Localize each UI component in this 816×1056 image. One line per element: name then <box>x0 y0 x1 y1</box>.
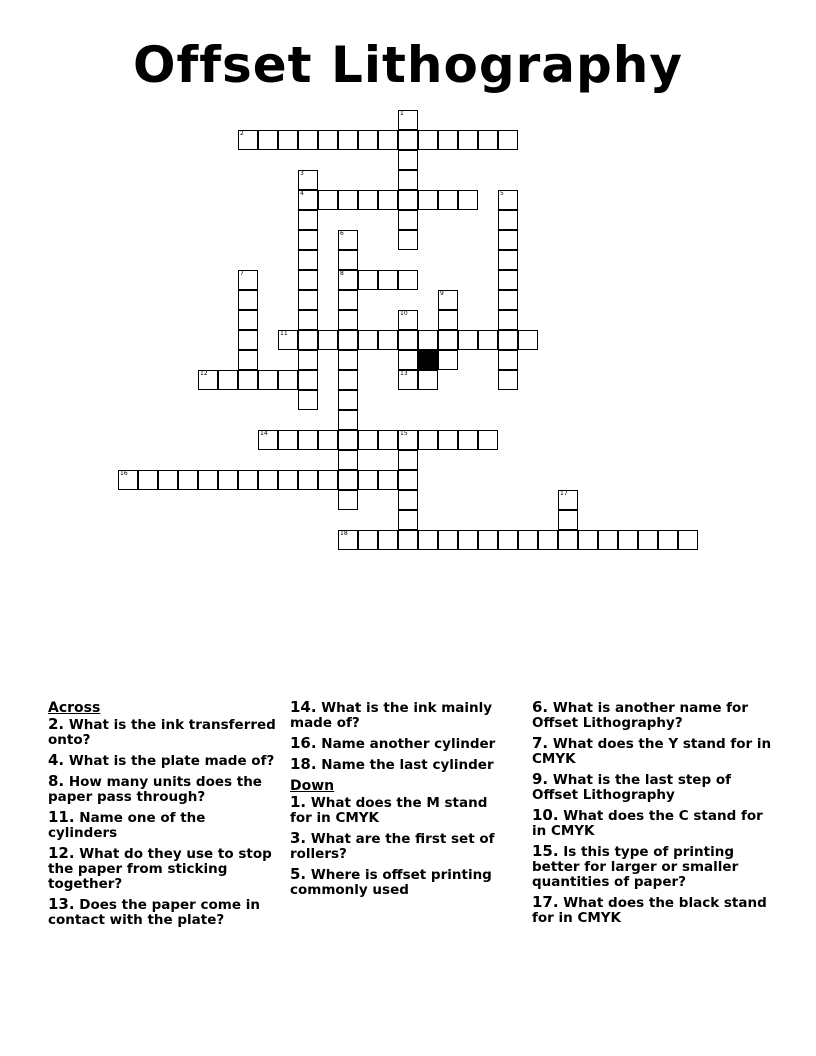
clue-number: 1 <box>400 110 404 117</box>
grid-cell[interactable] <box>338 410 358 430</box>
across-clue <box>290 700 505 731</box>
across-clue <box>290 736 505 752</box>
across-clue <box>48 753 278 769</box>
grid-cell[interactable] <box>298 230 318 250</box>
grid-cell[interactable] <box>498 530 518 550</box>
grid-cell[interactable] <box>598 530 618 550</box>
clue-number-label: 12. <box>48 844 75 862</box>
grid-cell[interactable] <box>298 370 318 390</box>
grid-cell[interactable] <box>338 330 358 350</box>
grid-cell[interactable] <box>338 290 358 310</box>
across-clue <box>48 897 278 928</box>
clue-number: 18 <box>340 530 348 537</box>
grid-cell[interactable] <box>398 350 418 370</box>
grid-cell[interactable] <box>238 270 258 290</box>
clue-number: 7 <box>240 270 244 277</box>
grid-cell[interactable] <box>238 370 258 390</box>
grid-cell[interactable] <box>258 430 278 450</box>
clue-number: 3 <box>300 170 304 177</box>
clue-number: 2 <box>240 130 244 137</box>
across-clue <box>48 774 278 805</box>
grid-cell[interactable] <box>298 250 318 270</box>
grid-cell[interactable] <box>638 530 658 550</box>
grid-cell[interactable] <box>218 470 238 490</box>
grid-cell[interactable] <box>338 130 358 150</box>
grid-cell[interactable] <box>478 130 498 150</box>
grid-cell[interactable] <box>338 390 358 410</box>
down-clue <box>532 895 772 926</box>
grid-cell[interactable] <box>518 330 538 350</box>
grid-cell[interactable] <box>238 350 258 370</box>
clue-text: What does the M stand for in CMYK <box>290 795 488 826</box>
grid-cell[interactable] <box>398 150 418 170</box>
grid-cell[interactable] <box>258 470 278 490</box>
clue-number: 4 <box>300 190 304 197</box>
grid-cell[interactable] <box>538 530 558 550</box>
across-clue <box>48 846 278 892</box>
clue-column-1 <box>48 700 278 933</box>
clue-heading: Across <box>48 700 101 716</box>
grid-cell[interactable] <box>398 470 418 490</box>
grid-cell[interactable] <box>418 330 438 350</box>
grid-cell[interactable] <box>378 430 398 450</box>
grid-cell[interactable] <box>438 350 458 370</box>
grid-cell[interactable] <box>338 310 358 330</box>
grid-cell[interactable] <box>338 490 358 510</box>
down-clue <box>290 867 505 898</box>
grid-cell[interactable] <box>298 170 318 190</box>
grid-cell[interactable] <box>418 370 438 390</box>
grid-cell[interactable] <box>338 530 358 550</box>
grid-cell[interactable] <box>198 470 218 490</box>
grid-cell[interactable] <box>418 530 438 550</box>
grid-cell[interactable] <box>278 130 298 150</box>
clue-number: 5 <box>500 190 504 197</box>
across-clue <box>48 717 278 748</box>
grid-cell[interactable] <box>418 130 438 150</box>
grid-cell[interactable] <box>498 190 518 210</box>
grid-cell[interactable] <box>378 130 398 150</box>
grid-cell[interactable] <box>498 350 518 370</box>
down-clue <box>290 831 505 862</box>
grid-cell[interactable] <box>318 130 338 150</box>
clue-number-label: 18. <box>290 755 317 773</box>
grid-cell[interactable] <box>398 490 418 510</box>
grid-cell[interactable] <box>478 430 498 450</box>
grid-cell[interactable] <box>558 530 578 550</box>
grid-cell[interactable] <box>238 130 258 150</box>
grid-cell[interactable] <box>498 230 518 250</box>
grid-cell[interactable] <box>198 370 218 390</box>
clue-column-2 <box>290 700 505 903</box>
clue-text: Where is offset printing commonly used <box>290 867 492 898</box>
grid-cell[interactable] <box>138 470 158 490</box>
grid-cell[interactable] <box>498 130 518 150</box>
down-clue <box>532 700 772 731</box>
grid-cell[interactable] <box>678 530 698 550</box>
grid-cell[interactable] <box>338 250 358 270</box>
grid-cell[interactable] <box>298 310 318 330</box>
clue-number-label: 14. <box>290 698 317 716</box>
grid-cell[interactable] <box>398 270 418 290</box>
clue-text: What is the ink transferred onto? <box>48 717 276 748</box>
grid-cell[interactable] <box>418 430 438 450</box>
grid-cell[interactable] <box>318 430 338 450</box>
grid-cell[interactable] <box>498 290 518 310</box>
grid-cell[interactable] <box>218 370 238 390</box>
grid-cell[interactable] <box>398 430 418 450</box>
grid-cell[interactable] <box>358 330 378 350</box>
grid-cell[interactable] <box>558 510 578 530</box>
grid-cell[interactable] <box>258 130 278 150</box>
grid-cell[interactable] <box>438 130 458 150</box>
grid-cell[interactable] <box>298 390 318 410</box>
grid-cell[interactable] <box>398 330 418 350</box>
grid-cell[interactable] <box>458 530 478 550</box>
grid-cell[interactable] <box>438 330 458 350</box>
grid-cell[interactable] <box>558 490 578 510</box>
clue-text: Is this type of printing better for larger or smaller quantities of paper? <box>532 844 739 890</box>
grid-cell[interactable] <box>398 530 418 550</box>
black-cell <box>418 350 438 370</box>
grid-cell[interactable] <box>398 130 418 150</box>
clue-text: What are the first set of rollers? <box>290 831 495 862</box>
grid-cell[interactable] <box>398 450 418 470</box>
grid-cell[interactable] <box>298 130 318 150</box>
clue-text: What is another name for Offset Lithography? <box>532 700 748 731</box>
grid-cell[interactable] <box>298 470 318 490</box>
clue-text: What does the Y stand for in CMYK <box>532 736 772 767</box>
clue-number-label: 4. <box>48 751 65 769</box>
down-clue <box>290 795 505 826</box>
grid-cell[interactable] <box>338 190 358 210</box>
grid-cell[interactable] <box>278 370 298 390</box>
grid-cell[interactable] <box>498 330 518 350</box>
grid-cell[interactable] <box>298 430 318 450</box>
grid-cell[interactable] <box>498 370 518 390</box>
clue-text: What is the last step of Offset Lithography <box>532 772 731 803</box>
grid-cell[interactable] <box>278 470 298 490</box>
grid-cell[interactable] <box>338 270 358 290</box>
grid-cell[interactable] <box>358 270 378 290</box>
clue-text: Does the paper come in contact with the plate? <box>48 897 260 928</box>
clue-number-label: 5. <box>290 865 307 883</box>
grid-cell[interactable] <box>178 470 198 490</box>
grid-cell[interactable] <box>358 430 378 450</box>
grid-cell[interactable] <box>458 430 478 450</box>
across-clue <box>48 810 278 841</box>
grid-cell[interactable] <box>118 470 138 490</box>
clue-text: Name the last cylinder <box>316 757 494 773</box>
grid-cell[interactable] <box>458 330 478 350</box>
clue-number: 9 <box>440 290 444 297</box>
grid-cell[interactable] <box>438 430 458 450</box>
grid-cell[interactable] <box>298 290 318 310</box>
grid-cell[interactable] <box>618 530 638 550</box>
grid-cell[interactable] <box>398 370 418 390</box>
clue-number: 12 <box>200 370 208 377</box>
grid-cell[interactable] <box>338 450 358 470</box>
puzzle-title: Offset Lithography <box>132 36 683 94</box>
clue-number-label: 7. <box>532 734 549 752</box>
grid-cell[interactable] <box>338 430 358 450</box>
grid-cell[interactable] <box>338 230 358 250</box>
clue-text: What is the plate made of? <box>64 753 275 769</box>
clue-number-label: 16. <box>290 734 317 752</box>
grid-cell[interactable] <box>338 370 358 390</box>
clue-number-label: 8. <box>48 772 65 790</box>
clue-heading: Down <box>290 778 335 794</box>
grid-cell[interactable] <box>438 310 458 330</box>
grid-cell[interactable] <box>358 130 378 150</box>
grid-cell[interactable] <box>498 250 518 270</box>
grid-cell[interactable] <box>458 130 478 150</box>
grid-cell[interactable] <box>318 470 338 490</box>
grid-cell[interactable] <box>278 430 298 450</box>
clue-text: Name another cylinder <box>316 736 496 752</box>
grid-cell[interactable] <box>398 510 418 530</box>
grid-cell[interactable] <box>398 210 418 230</box>
grid-cell[interactable] <box>158 470 178 490</box>
clue-number-label: 3. <box>290 829 307 847</box>
grid-cell[interactable] <box>398 190 418 210</box>
grid-cell[interactable] <box>398 230 418 250</box>
grid-cell[interactable] <box>378 330 398 350</box>
clue-number-label: 6. <box>532 698 549 716</box>
grid-cell[interactable] <box>658 530 678 550</box>
grid-cell[interactable] <box>238 310 258 330</box>
grid-cell[interactable] <box>378 270 398 290</box>
grid-cell[interactable] <box>498 310 518 330</box>
clue-number: 8 <box>340 270 344 277</box>
clue-number: 17 <box>560 490 568 497</box>
clue-text: What do they use to stop the paper from sticking together? <box>48 846 272 892</box>
grid-cell[interactable] <box>318 330 338 350</box>
grid-cell[interactable] <box>438 190 458 210</box>
grid-cell[interactable] <box>378 470 398 490</box>
clue-text: What is the ink mainly made of? <box>290 700 493 731</box>
grid-cell[interactable] <box>238 290 258 310</box>
clue-number: 16 <box>120 470 128 477</box>
grid-cell[interactable] <box>578 530 598 550</box>
clue-number-label: 11. <box>48 808 75 826</box>
clue-number: 10 <box>400 310 408 317</box>
grid-cell[interactable] <box>498 210 518 230</box>
clue-number: 6 <box>340 230 344 237</box>
grid-cell[interactable] <box>438 290 458 310</box>
clue-number-label: 10. <box>532 806 559 824</box>
grid-cell[interactable] <box>318 190 338 210</box>
across-clue <box>290 757 505 773</box>
grid-cell[interactable] <box>298 270 318 290</box>
grid-cell[interactable] <box>298 350 318 370</box>
grid-cell[interactable] <box>478 530 498 550</box>
grid-cell[interactable] <box>278 330 298 350</box>
grid-cell[interactable] <box>398 310 418 330</box>
clue-text: What does the black stand for in CMYK <box>532 895 767 926</box>
clue-column-3 <box>532 700 772 931</box>
clue-text: How many units does the paper pass through? <box>48 774 262 805</box>
grid-cell[interactable] <box>398 170 418 190</box>
grid-cell[interactable] <box>298 190 318 210</box>
clue-number: 14 <box>260 430 268 437</box>
grid-cell[interactable] <box>418 190 438 210</box>
grid-cell[interactable] <box>438 530 458 550</box>
down-clue <box>532 844 772 890</box>
grid-cell[interactable] <box>518 530 538 550</box>
clue-number-label: 2. <box>48 715 65 733</box>
grid-cell[interactable] <box>478 330 498 350</box>
clue-number: 11 <box>280 330 288 337</box>
grid-cell[interactable] <box>238 470 258 490</box>
clue-number: 15 <box>400 430 408 437</box>
down-clue <box>532 772 772 803</box>
down-clue <box>532 808 772 839</box>
grid-cell[interactable] <box>338 350 358 370</box>
clue-number-label: 17. <box>532 893 559 911</box>
grid-cell[interactable] <box>258 370 278 390</box>
grid-cell[interactable] <box>358 190 378 210</box>
down-clue <box>532 736 772 767</box>
grid-cell[interactable] <box>298 330 318 350</box>
clue-number: 13 <box>400 370 408 377</box>
grid-cell[interactable] <box>358 470 378 490</box>
grid-cell[interactable] <box>398 110 418 130</box>
grid-cell[interactable] <box>498 270 518 290</box>
grid-cell[interactable] <box>378 190 398 210</box>
clue-number-label: 13. <box>48 895 75 913</box>
grid-cell[interactable] <box>238 330 258 350</box>
clue-number-label: 15. <box>532 842 559 860</box>
clue-number-label: 1. <box>290 793 307 811</box>
grid-cell[interactable] <box>298 210 318 230</box>
clue-text: Name one of the cylinders <box>48 810 206 841</box>
clue-list <box>0 700 816 960</box>
clue-number-label: 9. <box>532 770 549 788</box>
grid-cell[interactable] <box>458 190 478 210</box>
clue-text: What does the C stand for in CMYK <box>532 808 763 839</box>
grid-cell[interactable] <box>358 530 378 550</box>
grid-cell[interactable] <box>338 470 358 490</box>
grid-cell[interactable] <box>378 530 398 550</box>
